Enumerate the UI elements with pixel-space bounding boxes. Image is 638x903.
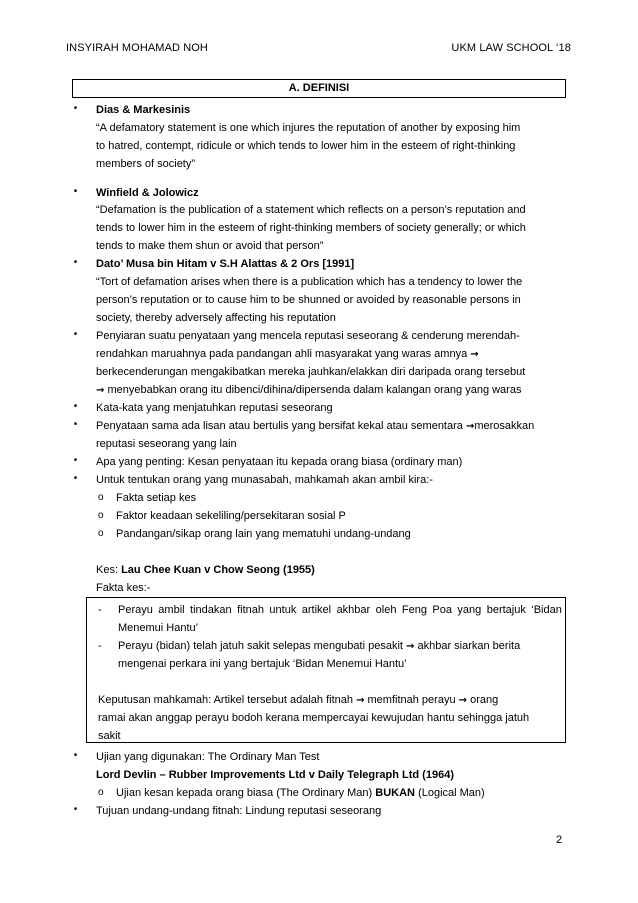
ujian-sub-line <box>116 786 485 800</box>
word: fitnah <box>237 604 264 616</box>
penyiaran-line: berkecenderungan mengakibatkan mereka jauhkan/elakkan diri daripada orang tersebut <box>96 366 526 378</box>
word: Poa <box>432 604 452 616</box>
hollow-circle-icon: o <box>98 528 104 539</box>
header-school: UKM LAW SCHOOL ‘18 <box>451 42 571 54</box>
hollow-circle-icon: o <box>98 510 104 521</box>
word: bertajuk <box>486 604 526 616</box>
untuk-text: Untuk tentukan orang yang munasabah, mahkamah akan ambil kira:- <box>96 474 433 486</box>
page-number: 2 <box>556 834 563 846</box>
untuk-item: Pandangan/sikap orang lain yang mematuhi undang-undang <box>116 528 411 540</box>
word: untuk <box>269 604 297 616</box>
tujuan-text: Tujuan undang-undang fitnah: Lindung reputasi seseorang <box>96 805 382 817</box>
bullet-icon: • <box>73 186 78 197</box>
header-author: INSYIRAH MOHAMAD NOH <box>66 42 208 54</box>
bullet-icon: • <box>73 401 78 412</box>
penyataan-text: merosakkan <box>474 420 535 432</box>
fakta-text: Perayu (bidan) telah jatuh sakit selepas mengubati pesakit <box>118 640 403 652</box>
word: Feng <box>401 604 427 616</box>
word: akhbar <box>336 604 371 616</box>
word: ‘Bidan <box>531 604 562 616</box>
def-heading: Dias & Markesinis <box>96 104 191 116</box>
section-title: A. DEFINISI <box>288 82 350 94</box>
def-quote-line: tends to lower him in the esteem of right-thinking members of society generally; or which <box>96 222 526 234</box>
word: tindakan <box>190 604 232 616</box>
right-arrow-icon: → <box>458 695 468 706</box>
fakta-text: akhbar siarkan berita <box>417 640 521 652</box>
ujian-text: Ujian yang digunakan: The Ordinary Man Test <box>96 751 320 763</box>
keputusan-text: orang <box>470 694 499 706</box>
def-quote-line: person’s reputation or to cause him to be shunned or avoided by reasonable persons in <box>96 294 521 306</box>
case-name: Lau Chee Kuan v Chow Seong (1955) <box>121 564 315 576</box>
bullet-icon: • <box>73 103 78 114</box>
untuk-item: Faktor keadaan sekeliling/persekitaran sosial P <box>116 510 346 522</box>
bullet-icon: • <box>73 257 78 268</box>
right-arrow-icon: → <box>470 349 479 360</box>
word: yang <box>457 604 482 616</box>
word: Perayu <box>118 604 153 616</box>
penyiaran-line <box>96 383 521 398</box>
ujian-sub-text: Ujian kesan kepada orang biasa (The Ordinary Man) <box>116 787 373 799</box>
bullet-icon: • <box>73 750 78 761</box>
right-arrow-icon: → <box>356 695 365 706</box>
keputusan-line: ramai akan anggap perayu bodoh kerana mempercayai kewujudan hantu sehingga jatuh <box>98 712 530 724</box>
right-arrow-icon: → <box>465 421 475 432</box>
def-quote-line: “Tort of defamation arises when there is a publication which has a tendency to lower the <box>96 276 523 288</box>
fakta-item-line: Menemui Hantu’ <box>118 622 199 634</box>
bullet-icon: • <box>73 804 78 815</box>
penyiaran-text: menyebabkan orang itu dibenci/dihina/dipersenda dalam kalangan orang yang waras <box>107 384 522 396</box>
bullet-icon: • <box>73 455 78 466</box>
bullet-icon: • <box>73 419 78 430</box>
section-title-box <box>72 79 566 98</box>
ujian-sub-bold: BUKAN <box>375 787 415 799</box>
penyataan-line <box>96 419 534 434</box>
def-quote-line: members of society” <box>96 158 196 170</box>
def-quote-line: “A defamatory statement is one which injures the reputation of another by exposing him <box>96 122 521 134</box>
case-label: Kes: <box>96 564 119 576</box>
def-quote-line: “Defamation is the publication of a statement which reflects on a person’s reputation and <box>96 204 526 216</box>
penyiaran-text: rendahkan maruahnya pada pandangan ahli masyarakat yang waras amnya <box>96 348 468 360</box>
fakta-item-line <box>118 639 520 654</box>
keputusan-line: sakit <box>98 730 121 742</box>
bullet-icon: • <box>73 329 78 340</box>
keputusan-line <box>98 693 498 708</box>
untuk-item: Fakta setiap kes <box>116 492 197 504</box>
def-quote-line: to hatred, contempt, ridicule or which tends to lower him in the esteem of right-thinking <box>96 140 516 152</box>
fakta-item-line: mengenai perkara ini yang bertajuk ‘Bidan Menemui Hantu’ <box>118 658 407 670</box>
katakata-text: Kata-kata yang menjatuhkan reputasi seseorang <box>96 402 333 414</box>
word: oleh <box>375 604 397 616</box>
right-arrow-icon: → <box>96 385 105 396</box>
penyiaran-line: Penyiaran suatu penyataan yang mencela reputasi seseorang & cenderung merendah- <box>96 330 520 342</box>
ujian-sub-text: (Logical Man) <box>418 787 485 799</box>
def-heading: Dato’ Musa bin Hitam v S.H Alattas & 2 Ors [1991] <box>96 258 355 270</box>
fakta-item-line <box>118 603 562 617</box>
word: ambil <box>158 604 185 616</box>
keputusan-text: memfitnah perayu <box>367 694 456 706</box>
def-quote-line: society, thereby adversely affecting his reputation <box>96 312 336 324</box>
right-arrow-icon: → <box>406 641 415 652</box>
hollow-circle-icon: o <box>98 492 104 503</box>
penyiaran-line <box>96 347 479 362</box>
penting-text: Apa yang penting: Kesan penyataan itu kepada orang biasa (ordinary man) <box>96 456 463 468</box>
fakta-label: Fakta kes:- <box>96 582 151 594</box>
ujian-case: Lord Devlin – Rubber Improvements Ltd v Daily Telegraph Ltd (1964) <box>96 769 454 781</box>
bullet-icon: • <box>73 473 78 484</box>
penyataan-line: reputasi seseorang yang lain <box>96 438 237 450</box>
hollow-circle-icon: o <box>98 787 104 798</box>
word: artikel <box>301 604 332 616</box>
def-quote-line: tends to make them shun or avoid that person” <box>96 240 324 252</box>
def-heading: Winfield & Jolowicz <box>96 187 199 199</box>
dash-icon: - <box>98 640 102 652</box>
dash-icon: - <box>98 604 102 616</box>
penyataan-text: Penyataan sama ada lisan atau bertulis yang bersifat kekal atau sementara <box>96 420 463 432</box>
case-line <box>96 563 315 577</box>
keputusan-text: Keputusan mahkamah: Artikel tersebut adalah fitnah <box>98 694 353 706</box>
